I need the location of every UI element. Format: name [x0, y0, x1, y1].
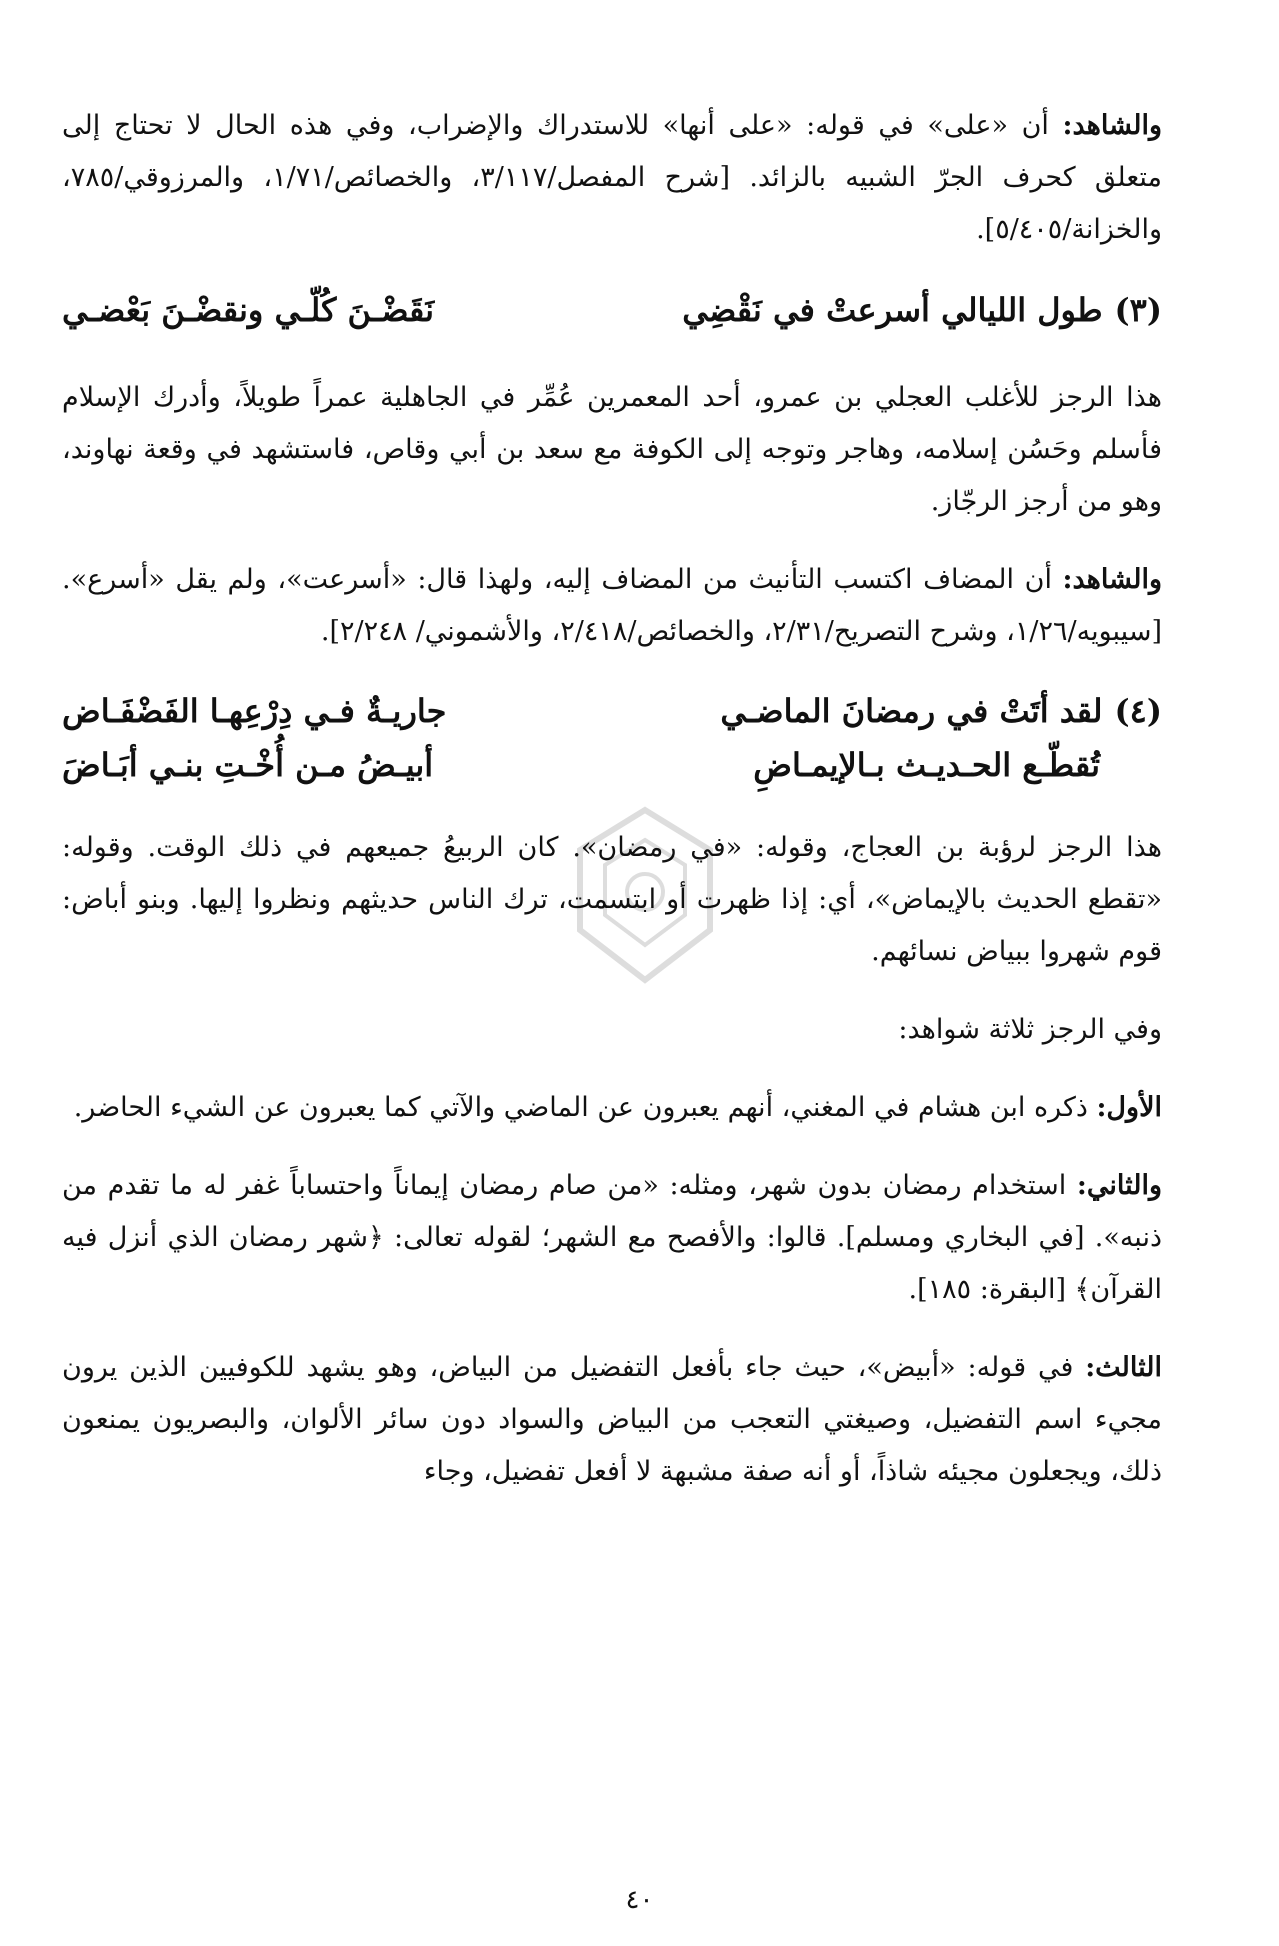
paragraph-poet-bio — [62, 372, 1162, 528]
verse-3-second: نَقَضْـنَ كُلّـي ونقضْـنَ بَعْضـي — [62, 291, 435, 329]
verse-4 — [62, 684, 1162, 792]
paragraph-text: أن المضاف اكتسب التأنيث من المضاف إليه، ولهذا قال: «أسرعت»، ولم يقل «أسرع». [سيبويه/١/٢٦، وشرح التصريح/٢/٣١، والخصائص/٢/٤١٨، والأشموني/ ٢/٢٤٨]. — [62, 564, 1162, 647]
evidence-lead: والشاهد: — [1062, 564, 1162, 595]
paragraph-three-evidences — [62, 1004, 1162, 1056]
hemistich: أبيـضُ مـن أُخْـتِ بنـي أبَـاضَ — [62, 746, 434, 784]
evidence-lead: والشاهد: — [1062, 110, 1162, 141]
paragraph-third-evidence — [62, 1342, 1162, 1498]
paragraph-text: استخدام رمضان بدون شهر، ومثله: «من صام رمضان إيماناً واحتساباً غفر له ما تقدم من ذنبه». [في البخاري ومسلم]. قالوا: والأفصح مع الشهر؛ لقوله تعالى: ﴿شهر رمضان الذي أنزل فيه القرآن﴾ [البقرة: ١٨٥]. — [62, 1170, 1162, 1305]
paragraph-first-evidence — [62, 1082, 1162, 1134]
paragraph-evidence-2 — [62, 554, 1162, 658]
paragraph-text: هذا الرجز لرؤبة بن العجاج، وقوله: «في رمضان». كان الربيعُ جميعهم في ذلك الوقت. وقوله: «تقطع الحديث بالإيماض»، أي: إذا ظهرت أو ابتسمت، ترك الناس حديثهم ونظروا إليها. وبنو أباض: قوم شهروا ببياض نسائهم. — [62, 832, 1162, 967]
evidence-lead: الأول: — [1096, 1092, 1162, 1123]
paragraph-second-evidence — [62, 1160, 1162, 1316]
paragraph-verse-explanation — [62, 822, 1162, 978]
verse-number: (٤) — [1114, 692, 1162, 730]
hemistich: جاريـةٌ فـي دِرْعِهـا الفَضْفَـاض — [62, 692, 447, 730]
verse-number: (٣) — [1114, 291, 1162, 329]
paragraph-text: هذا الرجز للأغلب العجلي بن عمرو، أحد المعمرين عُمِّر في الجاهلية عمراً طويلاً، وأدرك الإسلام فأسلم وحَسُن إسلامه، وهاجر وتوجه إلى الكوفة مع سعد بن أبي وقاص، فاستشهد في وقعة نهاوند، وهو من أرجز الرجّاز. — [62, 382, 1162, 517]
page-body — [62, 100, 1162, 1524]
hemistich: تُقطّـع الحـديـث بـالإيمـاضِ — [753, 746, 1100, 784]
paragraph-text: أن «على» في قوله: «على أنها» للاستدراك والإضراب، وفي هذه الحال لا تحتاج إلى متعلق كحرف الجرّ الشبيه بالزائد. [شرح المفصل/٣/١١٧، والخصائص/١/٧١، والمرزوقي/٧٨٥، والخزانة/٥/٤٠٥]. — [62, 110, 1163, 245]
verse-4-line-2 — [62, 738, 1162, 792]
paragraph-text: وفي الرجز ثلاثة شواهد: — [898, 1014, 1162, 1045]
evidence-lead: والثاني: — [1076, 1170, 1162, 1201]
paragraph-text: ذكره ابن هشام في المغني، أنهم يعبرون عن الماضي والآتي كما يعبرون عن الشيء الحاضر. — [73, 1092, 1097, 1123]
page-number: ٤٠ — [625, 1885, 654, 1915]
paragraph-evidence-1 — [62, 100, 1162, 256]
hemistich: طول الليالي أسرعتْ في نَقْضِي — [682, 291, 1103, 329]
verse-4-line-1 — [62, 684, 1162, 738]
hemistich: لقد أتَتْ في رمضانَ الماضـي — [720, 692, 1103, 730]
paragraph-text: في قوله: «أبيض»، حيث جاء بأفعل التفضيل من البياض، وهو يشهد للكوفيين الذين يرون مجيء اسم التفضيل، وصيغتي التعجب من البياض والسواد دون سائر الألوان، والبصريون يمنعون ذلك، ويجعلون مجيئه شاذاً، أو أنه صفة مشبهة لا أفعل تفضيل، وجاء — [62, 1352, 1162, 1487]
verse-3 — [62, 282, 1162, 338]
evidence-lead: الثالث: — [1085, 1352, 1162, 1383]
verse-3-first — [682, 282, 1162, 338]
